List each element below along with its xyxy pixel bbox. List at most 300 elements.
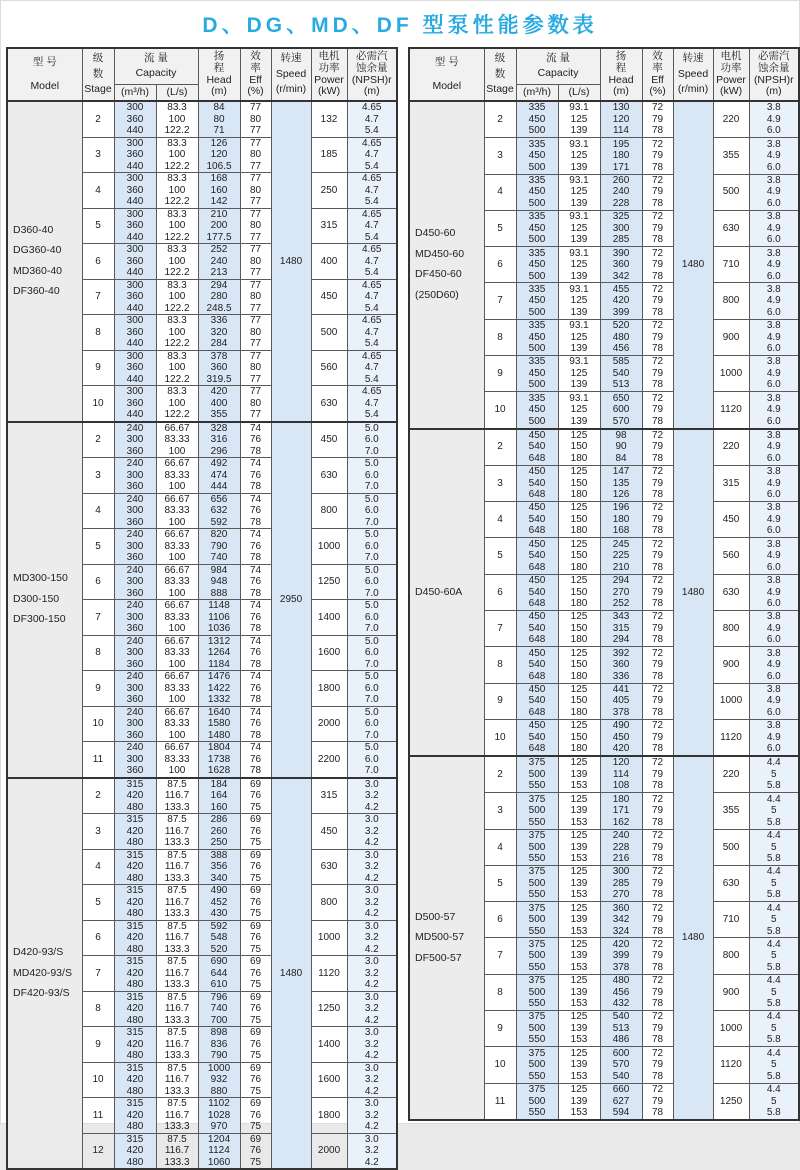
eff-cell: 77 80 77: [240, 137, 271, 173]
stage-cell: 9: [484, 355, 516, 391]
npsh-cell: 4.4 5 5.8: [749, 865, 799, 901]
head-cell: 1204 1124 1060: [198, 1133, 240, 1169]
stage-cell: 8: [82, 635, 114, 671]
head-cell: 336 320 284: [198, 315, 240, 351]
stage-cell: 3: [484, 465, 516, 501]
power-cell: 450: [311, 814, 347, 850]
power-cell: 1000: [713, 1011, 749, 1047]
stage-cell: 3: [82, 814, 114, 850]
head-cell: 585 540 513: [600, 355, 642, 391]
stage-cell: 7: [82, 279, 114, 315]
flow-ls-cell: 125 139 153: [558, 793, 600, 829]
stage-cell: 6: [82, 920, 114, 956]
head-cell: 441 405 378: [600, 683, 642, 719]
eff-cell: 72 79 78: [642, 902, 673, 938]
head-cell: 294 280 248.5: [198, 279, 240, 315]
head-cell: 84 80 71: [198, 101, 240, 137]
power-cell: 710: [713, 902, 749, 938]
npsh-cell: 5.0 6.0 7.0: [347, 493, 397, 529]
power-cell: 630: [311, 849, 347, 885]
model-cell: D420-93/S MD420-93/S DF420-93/S: [7, 778, 82, 1170]
power-cell: 220: [713, 756, 749, 793]
flow-ls-cell: 66.67 83.33 100: [156, 742, 198, 778]
eff-cell: 77 80 77: [240, 208, 271, 244]
flow-ls-cell: 87.5 116.7 133.3: [156, 778, 198, 814]
pump-performance-table: [6, 47, 398, 1170]
head-cell: 984 948 888: [198, 564, 240, 600]
eff-cell: 72 79 78: [642, 719, 673, 756]
flow-ls-cell: 83.3 100 122.2: [156, 208, 198, 244]
flow-m3h-cell: 375 500 550: [516, 865, 558, 901]
column-header-model: 型 号 Model: [409, 48, 484, 101]
flow-ls-cell: 83.3 100 122.2: [156, 315, 198, 351]
power-cell: 1000: [713, 355, 749, 391]
eff-cell: 72 79 78: [642, 355, 673, 391]
head-cell: 656 632 592: [198, 493, 240, 529]
power-cell: 1000: [713, 683, 749, 719]
flow-m3h-cell: 450 540 648: [516, 538, 558, 574]
stage-cell: 11: [484, 1083, 516, 1120]
flow-ls-cell: 87.5 116.7 133.3: [156, 1062, 198, 1098]
head-cell: 184 164 160: [198, 778, 240, 814]
flow-ls-cell: 87.5 116.7 133.3: [156, 1133, 198, 1169]
power-cell: 450: [713, 502, 749, 538]
head-cell: 260 240 228: [600, 174, 642, 210]
stage-cell: 5: [484, 865, 516, 901]
npsh-cell: 5.0 6.0 7.0: [347, 458, 397, 494]
flow-ls-cell: 125 139 153: [558, 1083, 600, 1120]
flow-m3h-cell: 375 500 550: [516, 1011, 558, 1047]
npsh-cell: 4.4 5 5.8: [749, 938, 799, 974]
npsh-cell: 3.8 4.9 6.0: [749, 138, 799, 174]
head-cell: 252 240 213: [198, 244, 240, 280]
npsh-cell: 5.0 6.0 7.0: [347, 600, 397, 636]
power-cell: 560: [713, 538, 749, 574]
flow-ls-cell: 66.67 83.33 100: [156, 635, 198, 671]
flow-ls-cell: 83.3 100 122.2: [156, 244, 198, 280]
stage-cell: 2: [484, 429, 516, 466]
column-header-capacity-unit-m3h: (m³/h): [114, 84, 156, 101]
flow-ls-cell: 125 150 180: [558, 538, 600, 574]
flow-m3h-cell: 450 540 648: [516, 465, 558, 501]
npsh-cell: 4.4 5 5.8: [749, 902, 799, 938]
flow-m3h-cell: 335 450 500: [516, 101, 558, 138]
stage-cell: 8: [484, 647, 516, 683]
eff-cell: 69 76 75: [240, 885, 271, 921]
head-cell: 390 360 342: [600, 247, 642, 283]
npsh-cell: 4.65 4.7 5.4: [347, 208, 397, 244]
power-cell: 1120: [311, 956, 347, 992]
column-header-capacity-unit-ls: (L/s): [156, 84, 198, 101]
stage-cell: 6: [484, 247, 516, 283]
flow-ls-cell: 83.3 100 122.2: [156, 279, 198, 315]
head-cell: 455 420 399: [600, 283, 642, 319]
power-cell: 1800: [311, 1098, 347, 1134]
stage-cell: 6: [484, 902, 516, 938]
column-header-model: 型 号 Model: [7, 48, 82, 101]
npsh-cell: 4.4 5 5.8: [749, 1083, 799, 1120]
stage-cell: 7: [484, 938, 516, 974]
stage-cell: 9: [82, 671, 114, 707]
npsh-cell: 3.8 4.9 6.0: [749, 574, 799, 610]
npsh-cell: 5.0 6.0 7.0: [347, 422, 397, 458]
eff-cell: 72 79 78: [642, 610, 673, 646]
eff-cell: 72 79 78: [642, 319, 673, 355]
flow-m3h-cell: 240 300 360: [114, 422, 156, 458]
power-cell: 630: [713, 865, 749, 901]
flow-m3h-cell: 300 360 440: [114, 244, 156, 280]
flow-ls-cell: 125 150 180: [558, 502, 600, 538]
head-cell: 294 270 252: [600, 574, 642, 610]
power-cell: 315: [713, 465, 749, 501]
npsh-cell: 3.8 4.9 6.0: [749, 683, 799, 719]
model-cell: D360-40 DG360-40 MD360-40 DF360-40: [7, 101, 82, 422]
stage-cell: 11: [82, 742, 114, 778]
flow-ls-cell: 125 139 153: [558, 865, 600, 901]
pump-table-left: [6, 47, 398, 1170]
column-header-speed: 转速 Speed (r/min): [673, 48, 713, 101]
flow-m3h-cell: 315 420 480: [114, 814, 156, 850]
flow-ls-cell: 93.1 125 139: [558, 101, 600, 138]
power-cell: 250: [311, 173, 347, 209]
model-cell: D450-60A: [409, 429, 484, 757]
eff-cell: 72 79 78: [642, 756, 673, 793]
head-cell: 490 452 430: [198, 885, 240, 921]
eff-cell: 74 76 78: [240, 706, 271, 742]
column-header-head: 扬 程 Head (m): [198, 48, 240, 101]
head-cell: 126 120 106.5: [198, 137, 240, 173]
flow-ls-cell: 83.3 100 122.2: [156, 137, 198, 173]
eff-cell: 74 76 78: [240, 529, 271, 565]
power-cell: 1400: [311, 600, 347, 636]
npsh-cell: 4.65 4.7 5.4: [347, 137, 397, 173]
head-cell: 492 474 444: [198, 458, 240, 494]
stage-cell: 4: [82, 173, 114, 209]
head-cell: 120 114 108: [600, 756, 642, 793]
npsh-cell: 5.0 6.0 7.0: [347, 742, 397, 778]
flow-ls-cell: 125 150 180: [558, 647, 600, 683]
flow-m3h-cell: 375 500 550: [516, 829, 558, 865]
eff-cell: 74 76 78: [240, 600, 271, 636]
stage-cell: 5: [82, 885, 114, 921]
flow-m3h-cell: 240 300 360: [114, 671, 156, 707]
flow-m3h-cell: 335 450 500: [516, 283, 558, 319]
flow-m3h-cell: 300 360 440: [114, 386, 156, 422]
flow-m3h-cell: 300 360 440: [114, 350, 156, 386]
power-cell: 2200: [311, 742, 347, 778]
npsh-cell: 5.0 6.0 7.0: [347, 706, 397, 742]
stage-cell: 3: [82, 137, 114, 173]
stage-cell: 4: [484, 502, 516, 538]
power-cell: 315: [311, 778, 347, 814]
npsh-cell: 3.8 4.9 6.0: [749, 719, 799, 756]
eff-cell: 74 76 78: [240, 671, 271, 707]
stage-cell: 9: [484, 1011, 516, 1047]
npsh-cell: 3.8 4.9 6.0: [749, 610, 799, 646]
column-header-stage: 级 数 Stage: [82, 48, 114, 101]
power-cell: 630: [713, 210, 749, 246]
flow-m3h-cell: 240 300 360: [114, 493, 156, 529]
stage-cell: 2: [484, 756, 516, 793]
column-header-capacity-unit-ls: (L/s): [558, 84, 600, 101]
eff-cell: 72 79 78: [642, 210, 673, 246]
flow-m3h-cell: 300 360 440: [114, 101, 156, 137]
flow-m3h-cell: 335 450 500: [516, 319, 558, 355]
stage-cell: 4: [484, 829, 516, 865]
flow-ls-cell: 87.5 116.7 133.3: [156, 849, 198, 885]
power-cell: 500: [311, 315, 347, 351]
head-cell: 328 316 296: [198, 422, 240, 458]
eff-cell: 72 79 78: [642, 865, 673, 901]
speed-cell: 1480: [673, 756, 713, 1120]
flow-ls-cell: 93.1 125 139: [558, 210, 600, 246]
power-cell: 1600: [311, 635, 347, 671]
stage-cell: 9: [82, 350, 114, 386]
head-cell: 650 600 570: [600, 392, 642, 429]
power-cell: 1250: [713, 1083, 749, 1120]
flow-m3h-cell: 450 540 648: [516, 683, 558, 719]
flow-m3h-cell: 375 500 550: [516, 938, 558, 974]
flow-m3h-cell: 240 300 360: [114, 706, 156, 742]
head-cell: 378 360 319.5: [198, 350, 240, 386]
model-cell: D450-60 MD450-60 DF450-60 (250D60): [409, 101, 484, 429]
flow-m3h-cell: 375 500 550: [516, 1083, 558, 1120]
npsh-cell: 3.0 3.2 4.2: [347, 1027, 397, 1063]
power-cell: 710: [713, 247, 749, 283]
eff-cell: 72 79 78: [642, 647, 673, 683]
eff-cell: 72 79 78: [642, 829, 673, 865]
npsh-cell: 3.8 4.9 6.0: [749, 355, 799, 391]
model-cell: D500-57 MD500-57 DF500-57: [409, 756, 484, 1120]
column-header-power: 电机 功率 Power (kW): [713, 48, 749, 101]
npsh-cell: 4.65 4.7 5.4: [347, 386, 397, 422]
flow-m3h-cell: 375 500 550: [516, 756, 558, 793]
npsh-cell: 3.8 4.9 6.0: [749, 392, 799, 429]
power-cell: 1000: [311, 529, 347, 565]
head-cell: 286 260 250: [198, 814, 240, 850]
eff-cell: 72 79 78: [642, 138, 673, 174]
flow-ls-cell: 66.67 83.33 100: [156, 600, 198, 636]
flow-m3h-cell: 315 420 480: [114, 920, 156, 956]
flow-m3h-cell: 450 540 648: [516, 429, 558, 466]
head-cell: 168 160 142: [198, 173, 240, 209]
head-cell: 240 228 216: [600, 829, 642, 865]
head-cell: 147 135 126: [600, 465, 642, 501]
stage-cell: 10: [82, 386, 114, 422]
head-cell: 1000 932 880: [198, 1062, 240, 1098]
flow-m3h-cell: 335 450 500: [516, 174, 558, 210]
npsh-cell: 5.0 6.0 7.0: [347, 671, 397, 707]
npsh-cell: 3.8 4.9 6.0: [749, 502, 799, 538]
power-cell: 315: [311, 208, 347, 244]
eff-cell: 77 80 77: [240, 350, 271, 386]
head-cell: 388 356 340: [198, 849, 240, 885]
head-cell: 245 225 210: [600, 538, 642, 574]
stage-cell: 7: [82, 600, 114, 636]
stage-cell: 10: [82, 1062, 114, 1098]
eff-cell: 69 76 75: [240, 1098, 271, 1134]
eff-cell: 74 76 78: [240, 742, 271, 778]
pump-table-right: [408, 47, 800, 1170]
flow-m3h-cell: 450 540 648: [516, 647, 558, 683]
flow-m3h-cell: 335 450 500: [516, 392, 558, 429]
flow-ls-cell: 125 139 153: [558, 756, 600, 793]
power-cell: 1120: [713, 392, 749, 429]
power-cell: 800: [713, 610, 749, 646]
eff-cell: 72 79 78: [642, 502, 673, 538]
eff-cell: 77 80 77: [240, 101, 271, 137]
stage-cell: 2: [82, 101, 114, 137]
head-cell: 690 644 610: [198, 956, 240, 992]
flow-ls-cell: 125 139 153: [558, 902, 600, 938]
flow-ls-cell: 66.67 83.33 100: [156, 422, 198, 458]
flow-ls-cell: 83.3 100 122.2: [156, 386, 198, 422]
power-cell: 1250: [311, 564, 347, 600]
flow-m3h-cell: 335 450 500: [516, 355, 558, 391]
npsh-cell: 3.8 4.9 6.0: [749, 538, 799, 574]
power-cell: 1600: [311, 1062, 347, 1098]
flow-ls-cell: 87.5 116.7 133.3: [156, 885, 198, 921]
stage-cell: 10: [82, 706, 114, 742]
head-cell: 195 180 171: [600, 138, 642, 174]
stage-cell: 12: [82, 1133, 114, 1169]
eff-cell: 74 76 78: [240, 458, 271, 494]
stage-cell: 8: [484, 974, 516, 1010]
head-cell: 1640 1580 1480: [198, 706, 240, 742]
eff-cell: 69 76 75: [240, 1133, 271, 1169]
stage-cell: 7: [82, 956, 114, 992]
npsh-cell: 4.65 4.7 5.4: [347, 279, 397, 315]
stage-cell: 4: [82, 849, 114, 885]
flow-m3h-cell: 450 540 648: [516, 574, 558, 610]
column-header-eff: 效 率 Eff (%): [240, 48, 271, 101]
head-cell: 600 570 540: [600, 1047, 642, 1083]
eff-cell: 74 76 78: [240, 564, 271, 600]
head-cell: 1476 1422 1332: [198, 671, 240, 707]
power-cell: 2000: [311, 706, 347, 742]
flow-ls-cell: 93.1 125 139: [558, 355, 600, 391]
stage-cell: 6: [82, 564, 114, 600]
eff-cell: 77 80 77: [240, 315, 271, 351]
flow-m3h-cell: 375 500 550: [516, 1047, 558, 1083]
flow-m3h-cell: 240 300 360: [114, 600, 156, 636]
flow-m3h-cell: 335 450 500: [516, 210, 558, 246]
power-cell: 900: [713, 647, 749, 683]
npsh-cell: 4.4 5 5.8: [749, 1047, 799, 1083]
power-cell: 630: [311, 458, 347, 494]
flow-m3h-cell: 450 540 648: [516, 719, 558, 756]
npsh-cell: 3.0 3.2 4.2: [347, 778, 397, 814]
flow-m3h-cell: 315 420 480: [114, 885, 156, 921]
npsh-cell: 5.0 6.0 7.0: [347, 564, 397, 600]
eff-cell: 77 80 77: [240, 386, 271, 422]
flow-ls-cell: 66.67 83.33 100: [156, 458, 198, 494]
flow-m3h-cell: 300 360 440: [114, 137, 156, 173]
head-cell: 540 513 486: [600, 1011, 642, 1047]
power-cell: 1120: [713, 719, 749, 756]
head-cell: 1148 1106 1036: [198, 600, 240, 636]
speed-cell: 2950: [271, 422, 311, 778]
column-header-npsh: 必需汽 蚀余量 (NPSH)r (m): [749, 48, 799, 101]
power-cell: 800: [311, 885, 347, 921]
head-cell: 490 450 420: [600, 719, 642, 756]
flow-ls-cell: 66.67 83.33 100: [156, 564, 198, 600]
stage-cell: 5: [484, 538, 516, 574]
eff-cell: 69 76 75: [240, 814, 271, 850]
head-cell: 480 456 432: [600, 974, 642, 1010]
flow-ls-cell: 125 139 153: [558, 938, 600, 974]
head-cell: 592 548 520: [198, 920, 240, 956]
column-header-capacity-unit-m3h: (m³/h): [516, 84, 558, 101]
power-cell: 630: [311, 386, 347, 422]
eff-cell: 69 76 75: [240, 991, 271, 1027]
flow-m3h-cell: 240 300 360: [114, 635, 156, 671]
npsh-cell: 3.8 4.9 6.0: [749, 210, 799, 246]
flow-m3h-cell: 300 360 440: [114, 173, 156, 209]
flow-m3h-cell: 315 420 480: [114, 956, 156, 992]
eff-cell: 72 79 78: [642, 465, 673, 501]
eff-cell: 72 79 78: [642, 938, 673, 974]
flow-m3h-cell: 240 300 360: [114, 564, 156, 600]
flow-m3h-cell: 315 420 480: [114, 1098, 156, 1134]
head-cell: 1804 1738 1628: [198, 742, 240, 778]
npsh-cell: 3.0 3.2 4.2: [347, 991, 397, 1027]
flow-m3h-cell: 335 450 500: [516, 247, 558, 283]
model-cell: MD300-150 D300-150 DF300-150: [7, 422, 82, 778]
column-header-capacity: 流 量 Capacity: [114, 48, 198, 84]
tables-container: [6, 47, 794, 1170]
head-cell: 392 360 336: [600, 647, 642, 683]
head-cell: 180 171 162: [600, 793, 642, 829]
flow-ls-cell: 66.67 83.33 100: [156, 706, 198, 742]
head-cell: 660 627 594: [600, 1083, 642, 1120]
flow-ls-cell: 125 150 180: [558, 574, 600, 610]
stage-cell: 6: [484, 574, 516, 610]
flow-m3h-cell: 300 360 440: [114, 315, 156, 351]
npsh-cell: 3.0 3.2 4.2: [347, 814, 397, 850]
flow-ls-cell: 93.1 125 139: [558, 283, 600, 319]
power-cell: 800: [713, 938, 749, 974]
power-cell: 1000: [311, 920, 347, 956]
eff-cell: 72 79 78: [642, 1083, 673, 1120]
stage-cell: 3: [82, 458, 114, 494]
power-cell: 1400: [311, 1027, 347, 1063]
npsh-cell: 4.65 4.7 5.4: [347, 244, 397, 280]
stage-cell: 9: [484, 683, 516, 719]
flow-ls-cell: 125 150 180: [558, 719, 600, 756]
head-cell: 98 90 84: [600, 429, 642, 466]
power-cell: 220: [713, 101, 749, 138]
head-cell: 796 740 700: [198, 991, 240, 1027]
stage-cell: 6: [82, 244, 114, 280]
column-header-power: 电机 功率 Power (kW): [311, 48, 347, 101]
power-cell: 1120: [713, 1047, 749, 1083]
flow-m3h-cell: 315 420 480: [114, 778, 156, 814]
head-cell: 420 400 355: [198, 386, 240, 422]
npsh-cell: 4.4 5 5.8: [749, 1011, 799, 1047]
stage-cell: 2: [82, 778, 114, 814]
flow-m3h-cell: 450 540 648: [516, 502, 558, 538]
flow-m3h-cell: 375 500 550: [516, 974, 558, 1010]
head-cell: 898 836 790: [198, 1027, 240, 1063]
eff-cell: 77 80 77: [240, 173, 271, 209]
npsh-cell: 3.8 4.9 6.0: [749, 465, 799, 501]
npsh-cell: 3.0 3.2 4.2: [347, 1062, 397, 1098]
head-cell: 325 300 285: [600, 210, 642, 246]
stage-cell: 10: [484, 392, 516, 429]
stage-cell: 9: [82, 1027, 114, 1063]
speed-cell: 1480: [271, 778, 311, 1170]
